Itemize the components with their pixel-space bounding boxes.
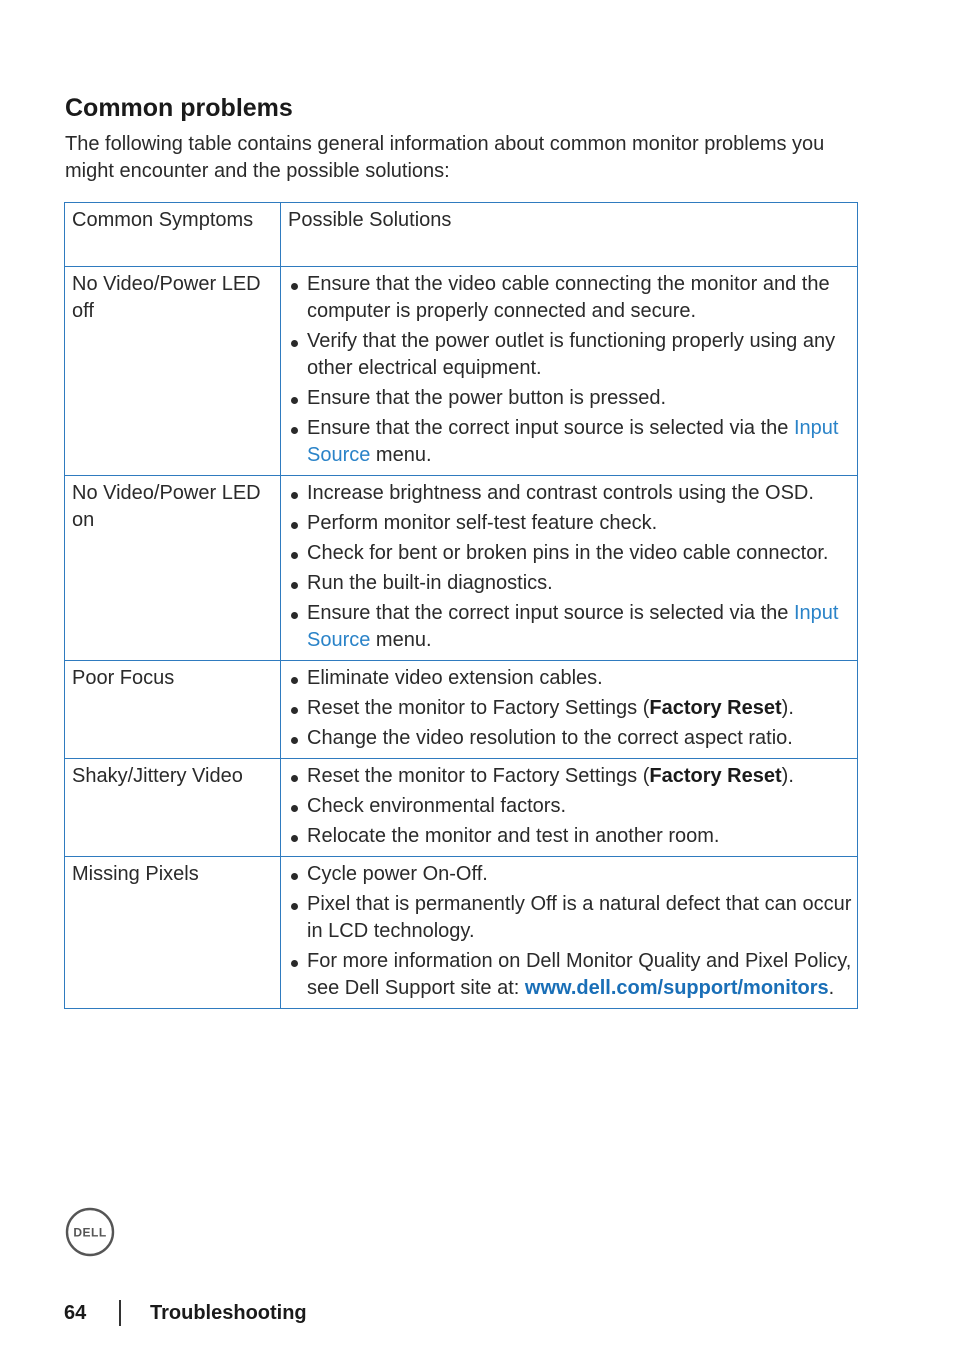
intro-paragraph: The following table contains general information about common monitor problems you might encounter and the possible solutions: [65,133,825,182]
solution-item [288,385,853,412]
common-problems-table [64,202,858,1009]
solution-item [288,271,853,325]
solutions-cell [281,661,858,759]
solution-item [288,415,853,469]
dell-logo [65,1207,115,1257]
solution-text: Check for bent or broken pins in the video cable connector. [307,542,829,564]
table-header-row [65,203,858,267]
solution-text: . [828,977,835,999]
header-possible-solutions: Possible Solutions [281,203,858,267]
table-row [65,759,858,857]
symptom-cell: No Video/Power LED on [65,476,281,661]
solution-text: Run the built-in diagnostics. [307,572,553,594]
page-number: 64 [64,1302,87,1324]
table-row [65,857,858,1009]
solutions-cell [281,476,858,661]
symptom-cell: No Video/Power LED off [65,267,281,476]
solution-item [288,763,853,790]
solution-text: menu. [370,629,432,651]
solution-item [288,480,853,507]
solution-text: Ensure that the correct input source is selected via the [307,602,794,624]
solution-text: ). [781,765,794,787]
solution-text: Cycle power On-Off. [307,863,488,885]
table-row [65,661,858,759]
solution-item [288,823,853,850]
solution-item [288,725,853,752]
solutions-cell [281,857,858,1009]
solution-text: For more information on Dell Monitor Quality and Pixel Policy, see Dell Support site at: [307,950,852,999]
solution-list [288,763,853,850]
solution-list [288,480,853,654]
table-row [65,267,858,476]
solution-text: Increase brightness and contrast controls using the OSD. [307,482,814,504]
solution-text: Reset the monitor to Factory Settings ( [307,765,650,787]
factory-reset-label: Factory Reset [649,765,782,787]
solution-item [288,600,853,654]
dell-logo-text: DELL [73,1225,107,1240]
solution-text: menu. [370,444,432,466]
solution-text: Perform monitor self-test feature check. [307,512,658,534]
solution-text: Relocate the monitor and test in another room. [307,825,720,847]
input-source-menu-ref: Input Source [307,602,839,651]
solutions-cell [281,267,858,476]
table-row [65,476,858,661]
solution-item [288,891,853,945]
solution-item [288,861,853,888]
solution-item [288,570,853,597]
solution-list [288,665,853,752]
solution-text: Check environmental factors. [307,795,567,817]
symptom-cell: Missing Pixels [65,857,281,1009]
input-source-menu-ref: Input Source [307,417,839,466]
solution-list [288,271,853,469]
factory-reset-label: Factory Reset [649,697,782,719]
solution-text: Ensure that the power button is pressed. [307,387,667,409]
solution-text: Reset the monitor to Factory Settings ( [307,697,650,719]
header-common-symptoms: Common Symptoms [65,203,281,267]
solution-text: Pixel that is permanently Off is a natural defect that can occur in LCD technology. [307,893,852,942]
solution-text: Eliminate video extension cables. [307,667,603,689]
symptom-cell: Shaky/Jittery Video [65,759,281,857]
solution-item [288,540,853,567]
solution-item [288,510,853,537]
solution-item [288,328,853,382]
solution-list [288,861,853,1002]
solution-text: Change the video resolution to the correct aspect ratio. [307,727,793,749]
solution-text: ). [781,697,794,719]
table-body [65,267,858,1009]
solution-item [288,665,853,692]
page-title: Common problems [65,94,293,122]
solution-text: Ensure that the correct input source is selected via the [307,417,794,439]
solution-item [288,948,853,1002]
footer-divider [119,1300,121,1326]
solution-text: Ensure that the video cable connecting the monitor and the computer is properly connected and secure. [307,273,830,322]
solution-item [288,695,853,722]
section-name: Troubleshooting [150,1302,307,1324]
dell-support-link[interactable]: www.dell.com/support/monitors [524,977,829,999]
solution-item [288,793,853,820]
solutions-cell [281,759,858,857]
solution-text: Verify that the power outlet is functioning properly using any other electrical equipment. [307,330,836,379]
symptom-cell: Poor Focus [65,661,281,759]
